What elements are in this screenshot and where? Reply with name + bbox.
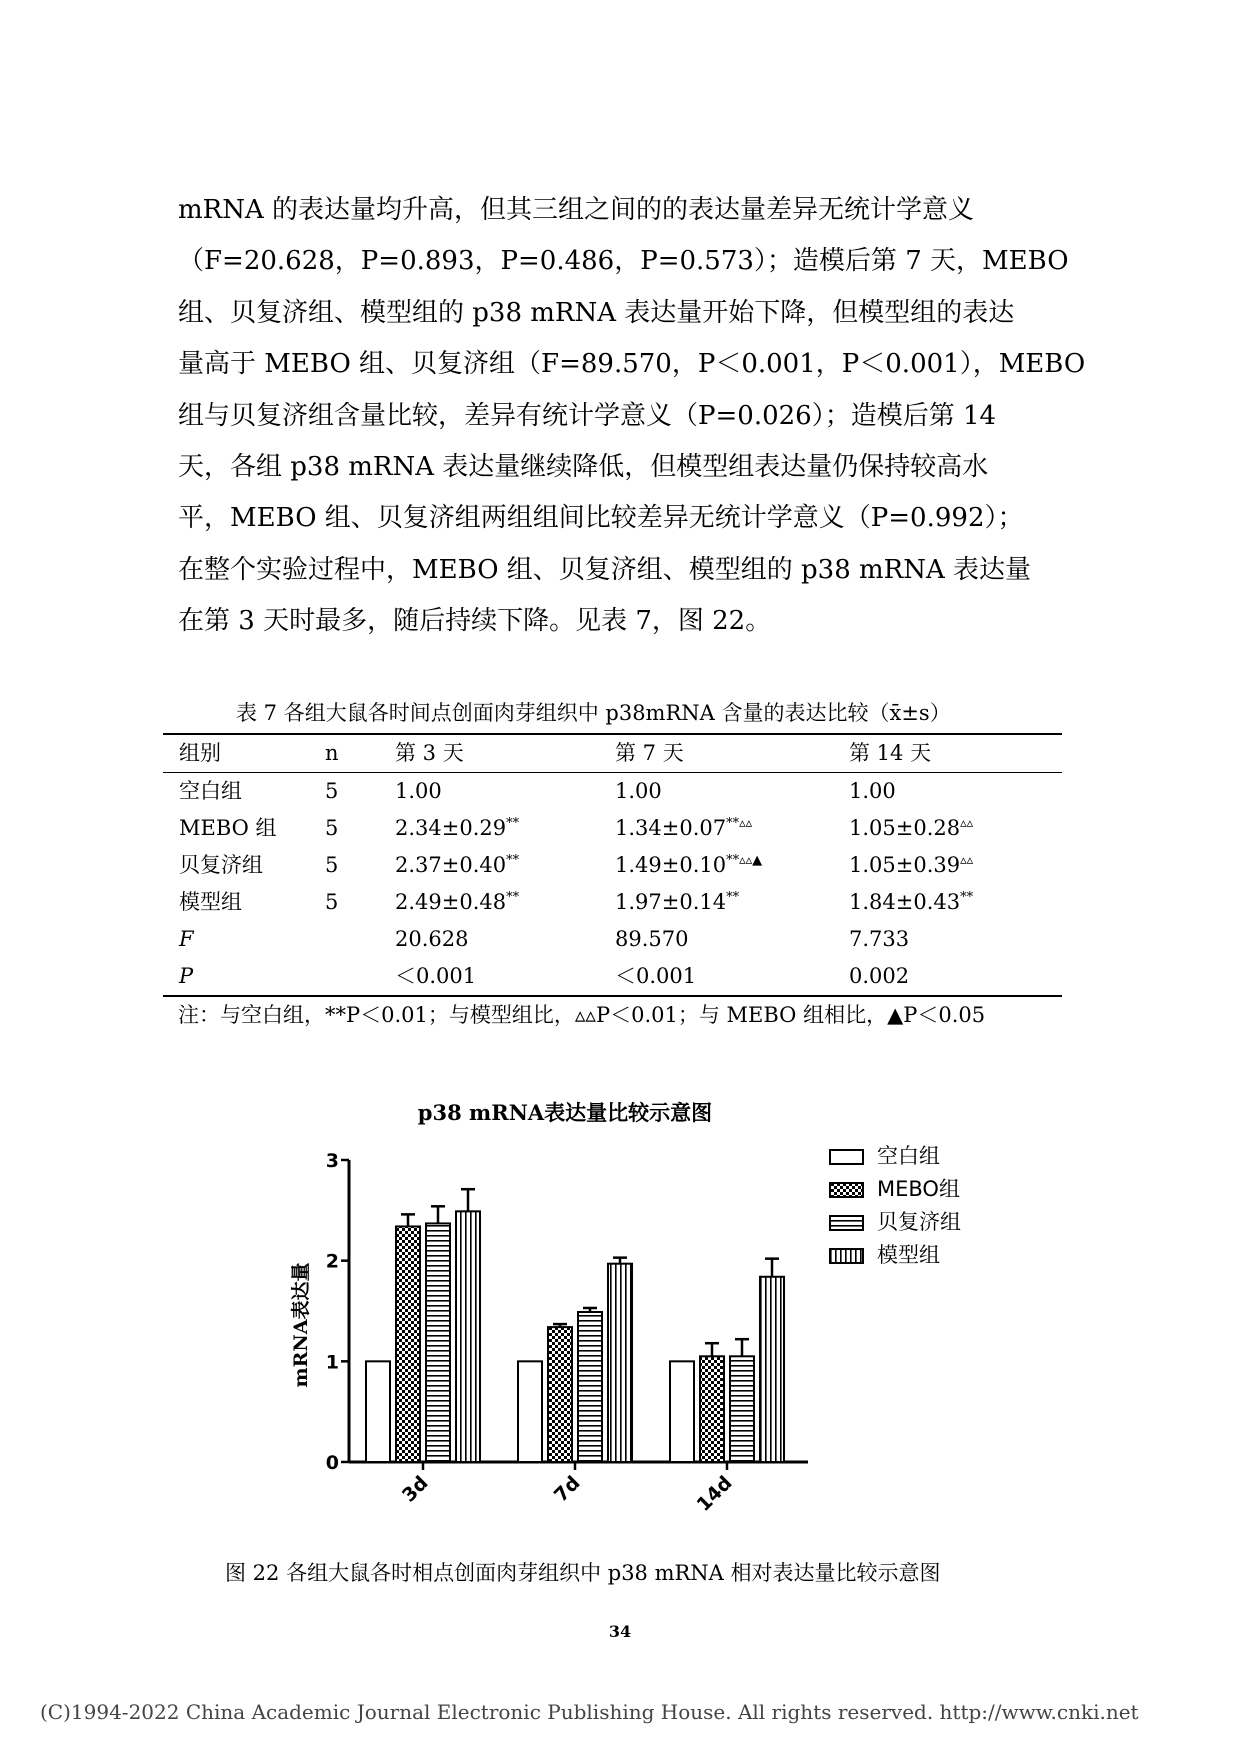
chart-title: p38 mRNA表达量比较示意图 (417, 1100, 713, 1125)
cell-value: 1.00 (615, 779, 662, 803)
legend-swatch (830, 1249, 863, 1263)
legend-label: 空白组 (877, 1144, 940, 1168)
cell-day14 (849, 884, 1062, 921)
legend-swatch (830, 1183, 863, 1197)
figure-caption: 图 22 各组大鼠各时相点创面肉芽组织中 p38 mRNA 相对表达量比较示意图 (225, 1561, 941, 1585)
header-n: n (325, 734, 395, 773)
cell-group: 空白组 (179, 779, 242, 803)
cell-n: 5 (325, 779, 339, 803)
body-line: 在整个实验过程中，MEBO 组、贝复济组、模型组的 p38 mRNA 表达量 (178, 554, 1032, 585)
cell-day14 (849, 810, 1062, 847)
cell-value: 1.34±0.07 (615, 816, 727, 840)
legend-label: MEBO组 (877, 1177, 960, 1201)
table-row (163, 773, 1062, 811)
y-tick-label: 0 (325, 1452, 339, 1474)
legend-swatch (830, 1216, 863, 1230)
table-row (163, 847, 1062, 884)
header-day3: 第 3 天 (395, 734, 615, 773)
cell-group: 模型组 (179, 890, 242, 914)
cell-day14 (849, 847, 1062, 884)
bar (760, 1277, 784, 1462)
table-row-p (163, 958, 1062, 996)
cell-p-day7: ＜0.001 (615, 958, 849, 996)
cell-value: 1.97±0.14 (615, 890, 727, 914)
header-day14: 第 14 天 (849, 734, 1062, 773)
bar (456, 1211, 480, 1462)
bar-chart (270, 1090, 1080, 1545)
cell-day3 (395, 884, 615, 921)
x-tick-label: 7d (550, 1471, 585, 1507)
y-axis-label: mRNA表达量 (290, 1262, 312, 1388)
body-line: 天，各组 p38 mRNA 表达量继续降低，但模型组表达量仍保持较高水 (178, 452, 989, 483)
cell-day14 (849, 773, 1062, 811)
cell-group: 贝复济组 (179, 853, 263, 877)
body-line: 在第 3 天时最多，随后持续下降。见表 7，图 22。 (178, 606, 772, 637)
cell-day7 (615, 884, 849, 921)
stat-label-f: F (179, 927, 194, 951)
cell-sig: **▵▵ (726, 816, 753, 831)
copyright-footer: (C)1994-2022 China Academic Journal Electronic Publishing House. All rights reserved. http://www.cnki.net (40, 1700, 1139, 1724)
stat-label-p: P (179, 964, 194, 988)
cell-value: 1.05±0.28 (849, 816, 961, 840)
cell-n: 5 (325, 890, 339, 914)
bar (366, 1361, 390, 1462)
page-number: 34 (608, 1622, 632, 1641)
cell-sig: **▵▵▲ (726, 853, 763, 868)
x-tick-label: 14d (692, 1471, 737, 1516)
header-day7: 第 7 天 (615, 734, 849, 773)
body-line: 平，MEBO 组、贝复济组两组组间比较差异无统计学意义（P=0.992）； (178, 503, 1024, 534)
table-7 (163, 733, 1062, 997)
bar (426, 1223, 450, 1462)
bar (396, 1226, 420, 1462)
cell-p-day3: ＜0.001 (395, 958, 615, 996)
bar (578, 1312, 602, 1462)
table-row-f (163, 921, 1062, 958)
table-row (163, 884, 1062, 921)
cell-f-day7: 89.570 (615, 927, 689, 951)
bar (730, 1356, 754, 1462)
bar-group (366, 1189, 784, 1462)
cell-sig: ▵▵ (960, 816, 974, 831)
cell-sig: ** (506, 853, 520, 868)
cell-day3 (395, 810, 615, 847)
cell-n: 5 (325, 816, 339, 840)
cell-value: 1.84±0.43 (849, 890, 961, 914)
table-row (163, 810, 1062, 847)
bar (700, 1356, 724, 1462)
cell-value: 1.00 (395, 779, 442, 803)
cell-value: 2.49±0.48 (395, 890, 507, 914)
chart-legend (830, 1144, 961, 1267)
cell-day3 (395, 847, 615, 884)
cell-day7 (615, 847, 849, 884)
cell-sig: ** (726, 890, 740, 905)
table-note: 注：与空白组，**P＜0.01；与模型组比，▵▵P＜0.01；与 MEBO 组相比，▲P＜0.05 (178, 1003, 986, 1027)
table-caption: 表 7 各组大鼠各时间点创面肉芽组织中 p38mRNA 含量的表达比较（x̄±s） (236, 701, 951, 725)
body-line: 组、贝复济组、模型组的 p38 mRNA 表达量开始下降，但模型组的表达 (178, 297, 1015, 328)
cell-p-day14: 0.002 (849, 958, 1062, 996)
cell-sig: ** (506, 890, 520, 905)
legend-label: 模型组 (877, 1243, 940, 1267)
y-tick-label: 3 (325, 1150, 339, 1172)
body-line: 量高于 MEBO 组、贝复济组（F=89.570，P＜0.001，P＜0.001），MEBO (178, 349, 1086, 380)
cell-day7 (615, 810, 849, 847)
bar (670, 1361, 694, 1462)
bar (608, 1264, 632, 1462)
body-line: 组与贝复济组含量比较，差异有统计学意义（P=0.026）；造模后第 14 (178, 400, 997, 431)
bar (548, 1327, 572, 1462)
cell-sig: ▵▵ (960, 853, 974, 868)
cell-f-day14: 7.733 (849, 927, 910, 951)
body-paragraph (178, 185, 1108, 648)
cell-f-day3: 20.628 (395, 927, 469, 951)
cell-value: 1.00 (849, 779, 896, 803)
cell-group: MEBO 组 (179, 816, 277, 840)
cell-value: 2.34±0.29 (395, 816, 507, 840)
legend-swatch (830, 1150, 863, 1164)
cell-value: 1.49±0.10 (615, 853, 727, 877)
body-line: （F=20.628，P=0.893，P=0.486，P=0.573）；造模后第 7 天，MEBO (178, 246, 1069, 277)
body-line: mRNA 的表达量均升高，但其三组之间的的表达量差异无统计学意义 (178, 195, 975, 225)
cell-day7 (615, 773, 849, 811)
y-tick-label: 1 (325, 1351, 339, 1374)
cell-sig: ** (506, 816, 520, 831)
cell-day3 (395, 773, 615, 811)
bar (518, 1361, 542, 1462)
legend-label: 贝复济组 (877, 1210, 961, 1234)
cell-value: 1.05±0.39 (849, 853, 961, 877)
header-group: 组别 (163, 734, 325, 773)
y-tick-label: 2 (325, 1250, 339, 1273)
table-header-row (163, 734, 1062, 773)
x-tick-label: 3d (398, 1471, 433, 1507)
cell-sig: ** (960, 890, 974, 905)
cell-value: 2.37±0.40 (395, 853, 507, 877)
cell-n: 5 (325, 853, 339, 877)
